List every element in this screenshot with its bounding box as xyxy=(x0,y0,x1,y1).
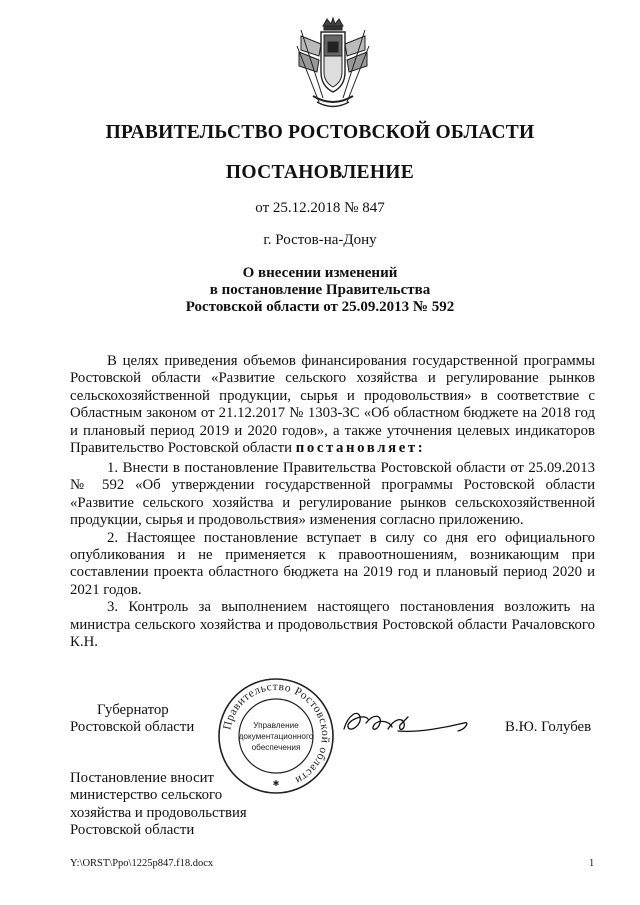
stamp-ring-text: Правительство Ростовской области xyxy=(221,680,332,787)
document-heading xyxy=(0,265,640,316)
file-path: Y:\ORST\Ppo\1225p847.f18.docx xyxy=(70,858,214,869)
heading-line: Ростовской области от 25.09.2013 № 592 xyxy=(185,299,455,315)
document-city: г. Ростов-на-Дону xyxy=(263,232,377,248)
submitted-by-line: министерство сельского xyxy=(70,787,223,804)
stamp-inner-line: документационного xyxy=(238,732,314,741)
heading-line: О внесении изменений xyxy=(242,265,398,281)
preamble-paragraph xyxy=(70,353,595,457)
document-date-number: от 25.12.2018 № 847 xyxy=(255,200,385,216)
stamp-inner-line: Управление xyxy=(253,721,299,730)
stamp-star-icon: ✱ xyxy=(272,779,280,788)
position-line: Ростовской области xyxy=(70,719,195,736)
government-title: ПРАВИТЕЛЬСТВО РОСТОВСКОЙ ОБЛАСТИ xyxy=(105,122,535,143)
decree-word: постановляет: xyxy=(295,440,426,457)
preamble-text: В целях приведения объемов финансирования государственной программы Ростовской области «Развитие сельского хозяйства и регулирование рынков сельскохозяйственной продукции, сырья и продовольствия» в соответствие с Областным законом от 21.12.2017 № 1303-ЗС «Об областном бюджете на 2018 год и плановый период 2019 и 2020 годов», а также уточнения целевых индикаторов Правительство Ростовской области xyxy=(70,353,595,457)
document-type: ПОСТАНОВЛЕНИЕ xyxy=(225,162,415,183)
submitted-by-line: Ростовской области xyxy=(70,822,195,839)
position-line: Губернатор xyxy=(97,702,169,718)
submitted-by xyxy=(70,770,247,840)
heading-line: в постановление Правительства xyxy=(209,282,431,298)
page-number: 1 xyxy=(589,858,595,869)
decree-item: 1. Внести в постановление Правительства Ростовской области от 25.09.2013 № 592 «Об утверждении государственной программы Ростовской области «Развитие сельского хозяйства и регулирование рынков сельскохозяйственной продукции, сырья и продовольствия» изменения согласно приложению. xyxy=(70,460,595,529)
handwritten-signature xyxy=(338,703,488,745)
signatory-name: В.Ю. Голубев xyxy=(505,719,592,735)
coat-of-arms-emblem xyxy=(293,16,373,112)
decree-item: 3. Контроль за выполнением настоящего постановления возложить на министра сельского хозяйства и продовольствия Ростовской области Рачаловского К.Н. xyxy=(70,599,595,651)
signatory-position xyxy=(70,702,194,737)
stamp-inner-line: обеспечения xyxy=(251,743,301,752)
decree-items xyxy=(70,460,595,651)
submitted-by-line: хозяйства и продовольствия xyxy=(70,804,247,821)
submitted-by-line: Постановление вносит xyxy=(70,770,215,786)
decree-item: 2. Настоящее постановление вступает в силу со дня его официального опубликования и не применяется к правоотношениям, возникающим при составлении проекта областного бюджета на 2019 год и плановый период 2020 и 2021 годов. xyxy=(70,529,595,598)
